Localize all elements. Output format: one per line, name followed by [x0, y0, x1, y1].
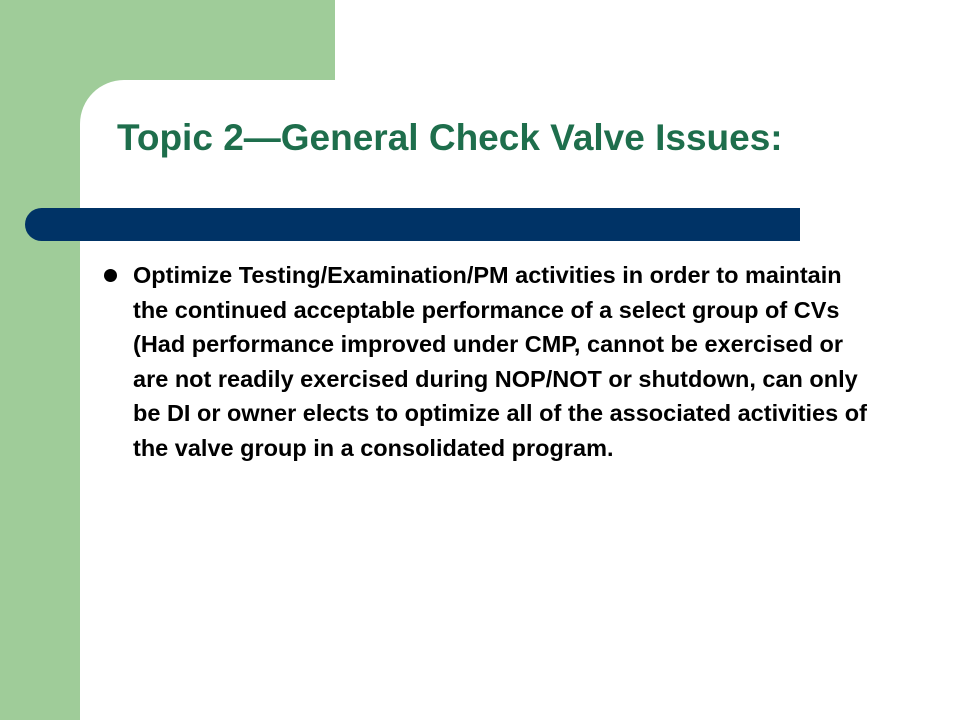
- bullet-text: Optimize Testing/Examination/PM activities in order to maintain the continued acceptable performance of a select group of CVs (Had performance improved under CMP, cannot be exercised or are not readily exercised during NOP/NOT or shutdown, can only be DI or owner elects to optimize all of the associated activities of the valve group in a consolidated program.: [133, 262, 867, 461]
- bullet-item: [100, 258, 880, 465]
- bullet-list: [100, 258, 880, 465]
- slide-title: Topic 2—General Check Valve Issues:: [117, 117, 783, 158]
- bullet-dot-icon: [104, 269, 117, 282]
- title-divider-bar: [25, 208, 800, 241]
